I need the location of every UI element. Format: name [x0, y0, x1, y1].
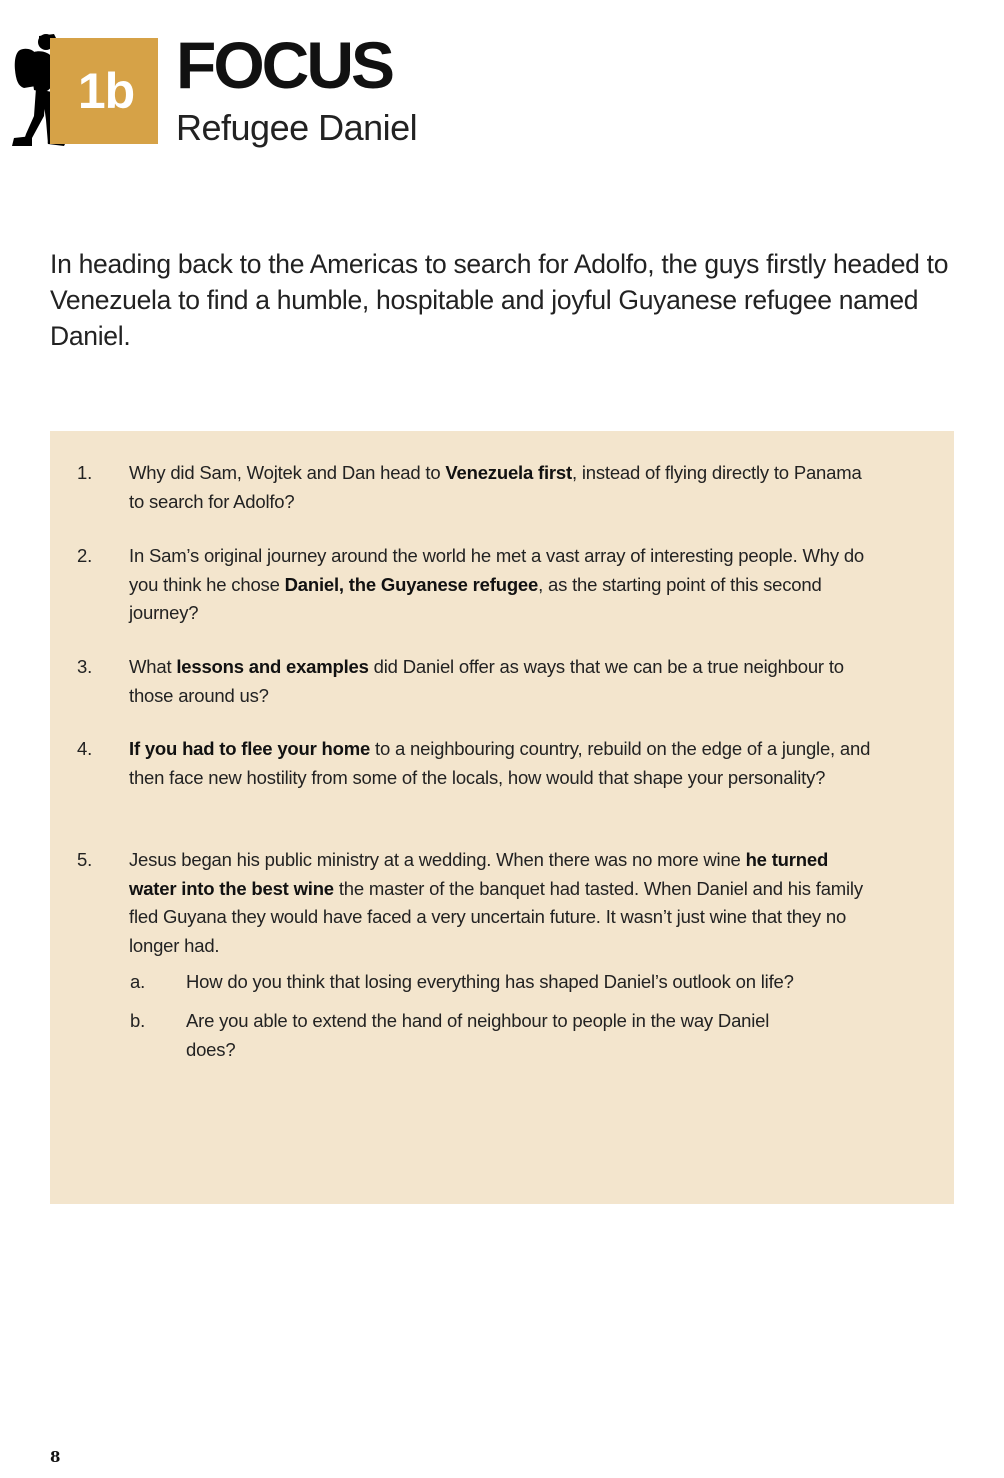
question-number: 1.	[77, 462, 93, 483]
subquestion-item	[130, 1007, 790, 1064]
subquestion-letter: b.	[130, 1010, 146, 1031]
question-item	[77, 542, 877, 628]
subquestion-item	[130, 968, 890, 997]
question-item	[77, 653, 877, 710]
page-title: FOCUS	[176, 28, 392, 102]
page-subtitle: Refugee Daniel	[176, 107, 418, 148]
question-text: What lessons and examples did Daniel offer as ways that we can be a true neighbour to those around us?	[129, 656, 844, 706]
page-number: 8	[50, 1448, 61, 1466]
question-item	[77, 735, 877, 792]
question-text: If you had to flee your home to a neighbouring country, rebuild on the edge of a jungle, and then face new hostility from some of the locals, how would that shape your personality?	[129, 738, 871, 788]
question-number: 5.	[77, 849, 93, 870]
question-text: Jesus began his public ministry at a wedding. When there was no more wine he turned water into the best wine the master of the banquet had tasted. When Daniel and his family fled Guyana they would have faced a very uncertain future. It wasn’t just wine that they no longer had.	[129, 849, 863, 956]
intro-paragraph: In heading back to the Americas to search for Adolfo, the guys firstly headed to Venezuela to find a humble, hospitable and joyful Guyanese refugee named Daniel.	[50, 249, 949, 351]
question-item	[77, 459, 877, 516]
questions-box	[50, 431, 954, 1204]
section-badge: 1b	[50, 38, 158, 144]
question-text: In Sam’s original journey around the world he met a vast array of interesting people. Why do you think he chose Daniel, the Guyanese refugee, as the starting point of this second journey?	[129, 545, 865, 623]
question-number: 3.	[77, 656, 93, 677]
subquestion-letter: a.	[130, 971, 146, 992]
subquestion-text: How do you think that losing everything has shaped Daniel’s outlook on life?	[186, 971, 794, 992]
subquestion-text: Are you able to extend the hand of neighbour to people in the way Daniel does?	[186, 1010, 770, 1060]
question-item	[77, 846, 877, 960]
question-text: Why did Sam, Wojtek and Dan head to Venezuela first, instead of flying directly to Panama to search for Adolfo?	[129, 462, 862, 512]
question-number: 2.	[77, 545, 93, 566]
question-number: 4.	[77, 738, 93, 759]
